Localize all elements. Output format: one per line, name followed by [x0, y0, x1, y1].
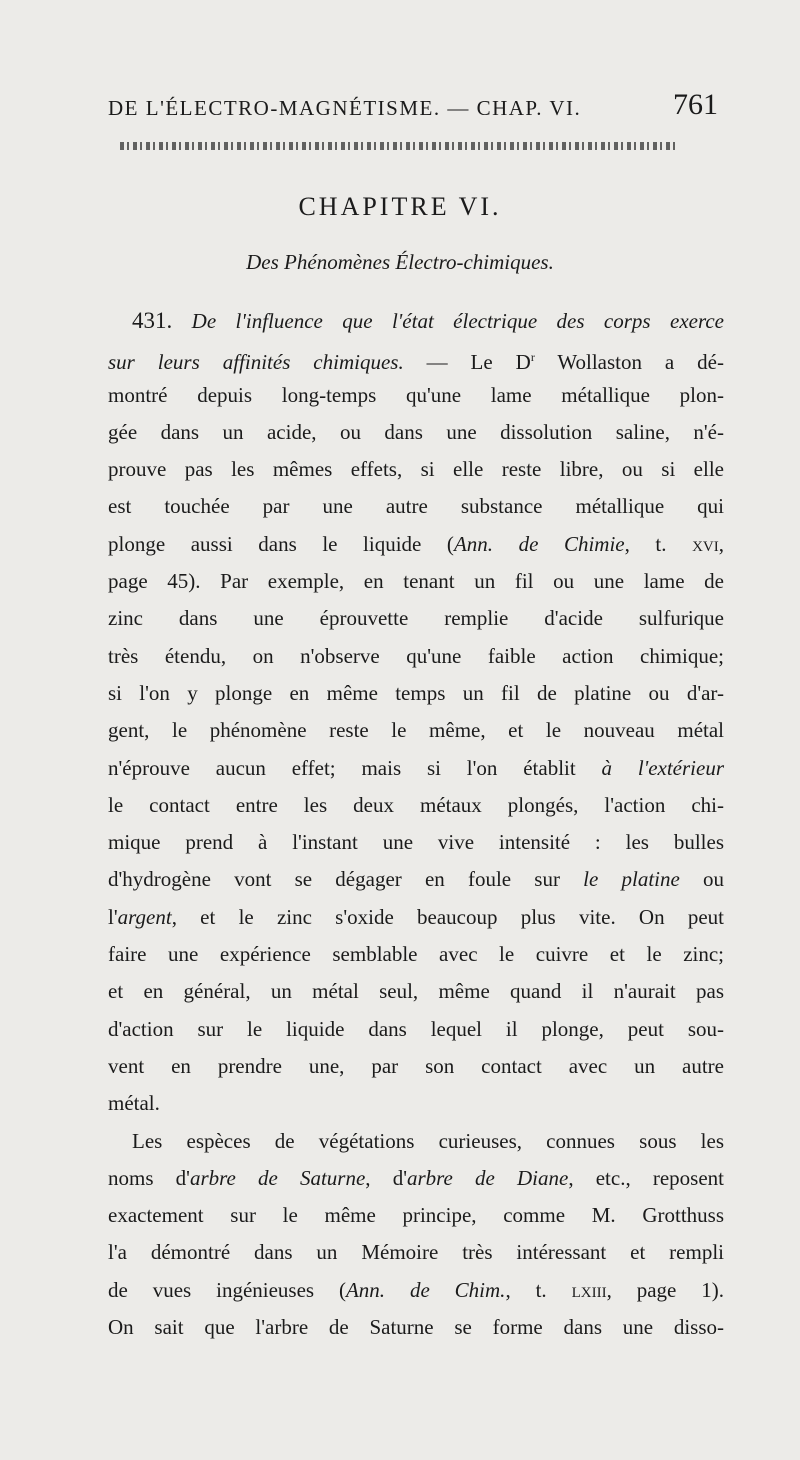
- chapter-subtitle: Des Phénomènes Électro-chimiques.: [246, 250, 554, 274]
- text-line: métal.: [108, 1091, 160, 1116]
- text-line: mique prend à l'instant une vive intensité : les bulles: [108, 830, 724, 855]
- text-line: noms d'arbre de Saturne, d'arbre de Diane, etc., reposent: [108, 1165, 724, 1190]
- text-line: très étendu, on n'observe qu'une faible action chimique;: [108, 643, 724, 668]
- text-line: d'hydrogène vont se dégager en foule sur le platine ou: [108, 867, 724, 892]
- text-line: sur leurs affinités chimiques. — Le $D^r$ Wollaston a dé-: [108, 350, 724, 375]
- text-line: prouve pas les mêmes effets, si elle reste libre, ou si elle: [108, 457, 724, 482]
- text-line: de vues ingénieuses (Ann. de Chim., t. lxiii, page 1).: [108, 1277, 724, 1302]
- text-line: gée dans un acide, ou dans une dissolution saline, n'é-: [108, 419, 724, 444]
- text-line: et en général, un métal seul, même quand il n'aurait pas: [108, 979, 724, 1004]
- text-line: Les espèces de végétations curieuses, connues sous les: [132, 1128, 724, 1153]
- text-line: vent en prendre une, par son contact avec un autre: [108, 1053, 724, 1078]
- text-line: l'a démontré dans un Mémoire très intéressant et rempli: [108, 1240, 724, 1265]
- text-line: On sait que l'arbre de Saturne se forme dans une disso-: [108, 1315, 724, 1340]
- text-line: gent, le phénomène reste le même, et le nouveau métal: [108, 718, 724, 743]
- text-line: l'argent, et le zinc s'oxide beaucoup plus vite. On peut: [108, 904, 724, 929]
- page-number: 761: [673, 88, 718, 121]
- text-line: zinc dans une éprouvette remplie d'acide sulfurique: [108, 606, 724, 631]
- text-line: d'action sur le liquide dans lequel il plonge, peut sou-: [108, 1016, 724, 1041]
- text-line: si l'on y plonge en même temps un fil de platine ou d'ar-: [108, 680, 724, 705]
- text-line: plonge aussi dans le liquide (Ann. de Chimie, t. xvi,: [108, 531, 725, 556]
- text-line: est touchée par une autre substance métallique qui: [108, 494, 724, 519]
- text-line: page 45). Par exemple, en tenant un fil ou une lame de: [108, 569, 724, 594]
- body-text: [108, 302, 724, 1346]
- section-number: 431.: [132, 308, 173, 333]
- chapter-title: CHAPITRE VI.: [298, 192, 502, 221]
- text-line: [108, 302, 724, 339]
- text-line: le contact entre les deux métaux plongés, l'action chi-: [108, 792, 724, 817]
- text-line: exactement sur le même principe, comme M. Grotthuss: [108, 1203, 724, 1228]
- running-head: [108, 88, 718, 128]
- text-line: n'éprouve aucun effet; mais si l'on établit à l'extérieur: [108, 755, 724, 780]
- section-heading-start: De l'influence que l'état électrique des corps exerce: [191, 309, 725, 333]
- ornamental-rule: [120, 142, 678, 150]
- text-line: montré depuis long-temps qu'une lame métallique plon-: [108, 382, 724, 407]
- running-title: DE L'ÉLECTRO-MAGNÉTISME. — CHAP. VI.: [108, 96, 582, 120]
- text-line: faire une expérience semblable avec le cuivre et le zinc;: [108, 942, 724, 967]
